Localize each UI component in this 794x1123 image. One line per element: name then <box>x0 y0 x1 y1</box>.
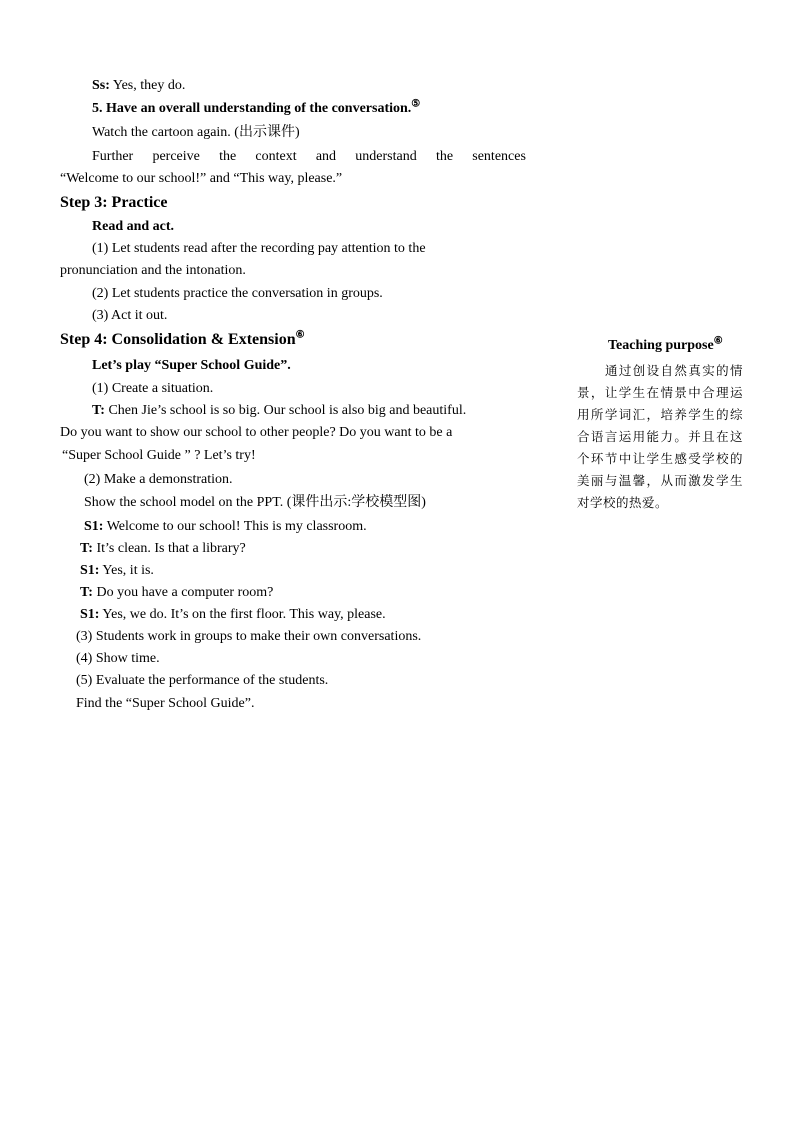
practice-item-3: (3) Act it out. <box>92 308 168 323</box>
teaching-purpose-title: Teaching purpose⑥ <box>608 335 723 353</box>
step-3-heading: Step 3: Practice <box>60 194 168 211</box>
teacher-line-1-end: “Super School Guide ” ? Let’s try! <box>62 448 256 463</box>
dialogue-line-4: T: Do you have a computer room? <box>80 585 274 600</box>
line-welcome-quote: “Welcome to our school!” and “This way, please.” <box>60 171 343 186</box>
line-further-perceive: Further perceive the context and understand the sentences <box>92 149 526 164</box>
line-watch-cartoon: Watch the cartoon again. (出示课件) <box>92 125 300 140</box>
dialogue-line-5: S1: Yes, we do. It’s on the first floor. This way, please. <box>80 607 386 622</box>
practice-item-1: (1) Let students read after the recording pay attention to the <box>92 241 426 256</box>
footnote-mark: ⑤ <box>411 98 421 110</box>
consolidation-item-1: (1) Create a situation. <box>92 381 214 396</box>
footnote-mark: ⑥ <box>713 335 723 347</box>
consolidation-item-4: (4) Show time. <box>76 651 160 666</box>
line-ss-reply: Ss: Yes, they do. <box>92 78 186 93</box>
consolidation-item-2: (2) Make a demonstration. <box>84 472 233 487</box>
step-4-heading: Step 4: Consolidation & Extension⑥ <box>60 329 305 348</box>
dialogue-line-2: T: It’s clean. Is that a library? <box>80 541 246 556</box>
practice-item-1-cont: pronunciation and the intonation. <box>60 263 246 278</box>
consolidation-item-5: (5) Evaluate the performance of the students. <box>76 673 329 688</box>
show-model-line: Show the school model on the PPT. (课件出示:学校模型图) <box>84 495 426 510</box>
teaching-purpose-body: 通过创设自然真实的情景，让学生在情景中合理运用所学词汇，培养学生的综合语言运用能力。并且在这个环节中让学生感受学校的美丽与温馨，从而激发学生对学校的热爱。 <box>577 363 743 510</box>
teacher-line-1: T: Chen Jie’s school is so big. Our school is also big and beautiful. <box>92 403 467 418</box>
dialogue-line-3: S1: Yes, it is. <box>80 563 154 578</box>
dialogue-line-1: S1: Welcome to our school! This is my classroom. <box>84 519 367 534</box>
read-and-act-heading: Read and act. <box>92 219 175 234</box>
teacher-line-1-cont: Do you want to show our school to other people? Do you want to be a <box>60 425 453 440</box>
game-heading: Let’s play “Super School Guide”. <box>92 358 291 373</box>
find-guide-line: Find the “Super School Guide”. <box>76 696 255 711</box>
item-5-heading: 5. Have an overall understanding of the conversation.⑤ <box>92 98 421 116</box>
consolidation-item-3: (3) Students work in groups to make their own conversations. <box>76 629 422 644</box>
footnote-mark: ⑥ <box>295 329 305 341</box>
practice-item-2: (2) Let students practice the conversation in groups. <box>92 286 383 301</box>
